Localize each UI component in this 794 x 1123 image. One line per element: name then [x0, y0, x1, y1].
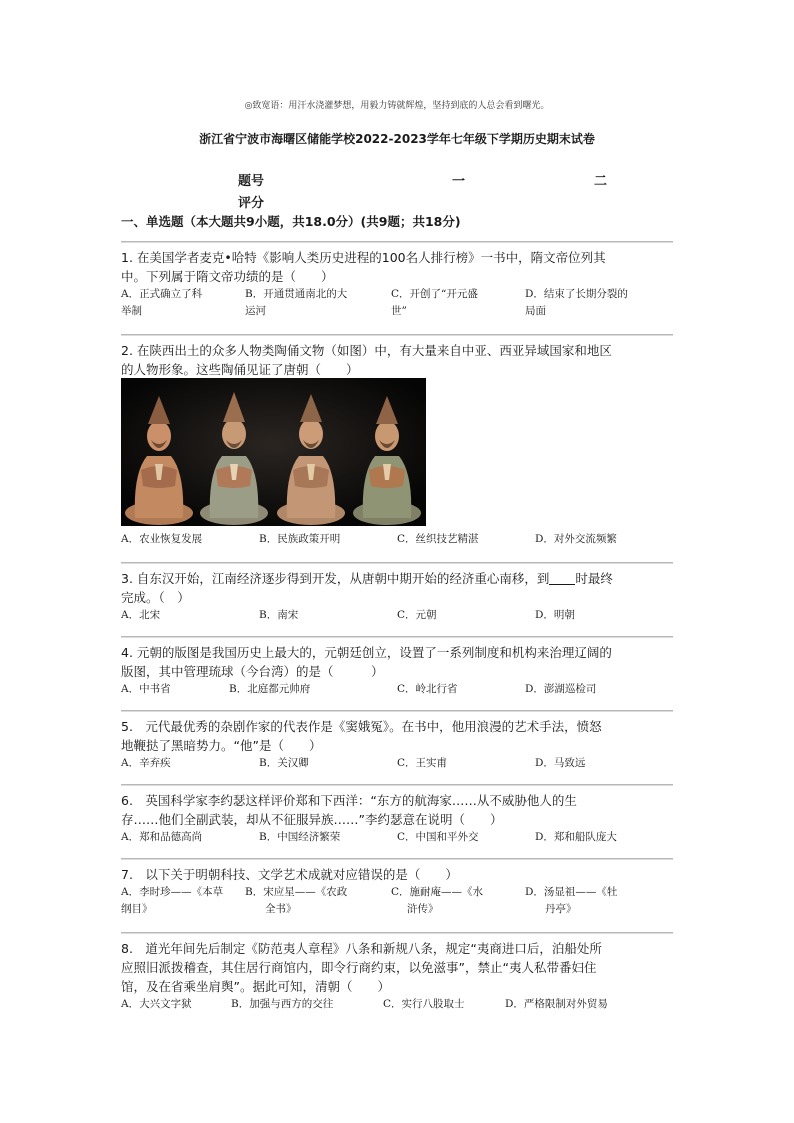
- options: [121, 681, 673, 698]
- row-label-number: 题号: [238, 174, 265, 189]
- option-d[interactable]: D．严格限制对外贸易: [505, 998, 608, 1010]
- option-b[interactable]: B．南宋: [259, 609, 299, 621]
- question-stem: 4. 元朝的版图是我国历史上最大的，元朝廷创立，设置了一系列制度和机构来治理辽阔的 版图，其中管理琉球（今台湾）的是（ ）: [121, 645, 612, 679]
- section-title: 一、单选题（本大题共9小题，共18.0分）(共9题；共18分): [121, 214, 461, 229]
- option-b[interactable]: B．加强与西方的交往: [231, 998, 334, 1010]
- tang-pottery-figurines-image: [121, 378, 426, 526]
- option-d[interactable]: D．对外交流频繁: [535, 533, 617, 545]
- option-a[interactable]: A．李时珍——《本草 纲目》: [121, 886, 224, 915]
- option-d[interactable]: D．澎湖巡检司: [525, 683, 597, 695]
- score-table: [238, 170, 638, 214]
- question-stem: 6. 英国科学家李约瑟这样评价郑和下西洋：“东方的航海家……从不威胁他人的生 存……他们全副武装，却从不征服异族……”李约瑟意在说明（ ）: [121, 793, 577, 827]
- question-stem: 1. 在美国学者麦克•哈特《影响人类历史进程的100名人排行榜》一书中，隋文帝位列其 中。下列属于隋文帝功绩的是（ ）: [121, 250, 606, 284]
- question-1: [121, 248, 673, 320]
- option-b[interactable]: B．宋应星——《农政 全书》: [245, 886, 348, 915]
- option-a[interactable]: A．正式确立了科 举制: [121, 288, 203, 317]
- divider: [121, 858, 673, 860]
- score-table-row-score: [238, 192, 638, 214]
- option-c[interactable]: C．开创了“开元盛 世”: [391, 288, 478, 317]
- options: [121, 829, 673, 846]
- option-c[interactable]: C．丝织技艺精湛: [397, 533, 479, 545]
- option-b[interactable]: B．民族政策开明: [259, 533, 341, 545]
- option-b[interactable]: B．开通贯通南北的大 运河: [245, 288, 348, 317]
- option-c[interactable]: C．元朝: [397, 609, 437, 621]
- option-a[interactable]: A．辛弃疾: [121, 757, 171, 769]
- divider: [121, 241, 673, 243]
- question-5: [121, 717, 673, 772]
- divider: [121, 710, 673, 712]
- option-d[interactable]: D．结束了长期分裂的 局面: [525, 288, 628, 317]
- fill-in-blank[interactable]: [549, 570, 575, 585]
- divider: [121, 562, 673, 564]
- question-stem: 2. 在陕西出土的众多人物类陶俑文物（如图）中，有大量来自中亚、西亚异域国家和地区 的人物形象。这些陶俑见证了唐朝（ ）: [121, 343, 612, 377]
- option-a[interactable]: A．北宋: [121, 609, 161, 621]
- option-b[interactable]: B．关汉卿: [259, 757, 309, 769]
- divider: [121, 636, 673, 638]
- divider: [121, 334, 673, 336]
- option-c[interactable]: C．王实甫: [397, 757, 448, 769]
- divider: [121, 784, 673, 786]
- motto-line: ◎致宽语：用汗水浇灌梦想，用毅力铸就辉煌，坚持到底的人总会看到曙光。: [244, 101, 550, 111]
- option-a[interactable]: A．大兴文字狱: [121, 998, 192, 1010]
- page-title: 浙江省宁波市海曙区储能学校2022-2023学年七年级下学期历史期末试卷: [199, 132, 595, 146]
- question-8: [121, 939, 673, 1013]
- question-4: [121, 643, 673, 698]
- question-stem: 5. 元代最优秀的杂剧作家的代表作是《窦娥冤》。在书中，他用浪漫的艺术手法，愤怒 地鞭挞了黑暗势力。“他”是（ ）: [121, 719, 602, 753]
- row-label-score: 评分: [238, 196, 265, 211]
- option-a[interactable]: A．郑和品德高尚: [121, 831, 203, 843]
- question-3: [121, 569, 673, 624]
- options: [121, 755, 673, 772]
- column-one: 一: [452, 174, 466, 189]
- option-b[interactable]: B．中国经济繁荣: [259, 831, 341, 843]
- question-stem: 8. 道光年间先后制定《防范夷人章程》八条和新规八条，规定“夷商进口后，泊船处所 应照旧派拨稽查，其住居行商馆内，即令行商约束，以免滋事”，禁止“夷人私带番妇住 馆，及在省乘坐肩舆”。据此可知，清朝（ ）: [121, 941, 602, 994]
- options: [121, 286, 673, 320]
- option-d[interactable]: D．汤显祖——《牡 丹亭》: [525, 886, 618, 915]
- option-c[interactable]: C．实行八股取士: [383, 998, 465, 1010]
- option-d[interactable]: D．马致远: [535, 757, 586, 769]
- option-d[interactable]: D．明朝: [535, 609, 575, 621]
- option-c[interactable]: C．施耐庵——《水 浒传》: [391, 886, 484, 915]
- options: [121, 531, 673, 548]
- options: [121, 996, 673, 1013]
- option-c[interactable]: C．中国和平外交: [397, 831, 479, 843]
- option-b[interactable]: B．北庭都元帅府: [229, 683, 311, 695]
- option-a[interactable]: A．农业恢复发展: [121, 533, 203, 545]
- options: [121, 884, 673, 918]
- option-d[interactable]: D．郑和船队庞大: [535, 831, 617, 843]
- column-two: 二: [594, 174, 608, 189]
- question-stem: 7. 以下关于明朝科技、文学艺术成就对应错误的是（ ）: [121, 867, 458, 882]
- divider: [121, 932, 673, 934]
- option-a[interactable]: A．中书省: [121, 683, 171, 695]
- options: [121, 607, 673, 624]
- question-6: [121, 791, 673, 846]
- question-2-options: [121, 531, 673, 548]
- question-stem: 3. 自东汉开始，江南经济逐步得到开发，从唐朝中期开始的经济重心南移，到 时最终 完成。（ ）: [121, 571, 613, 605]
- score-table-row-number: [238, 170, 638, 192]
- option-c[interactable]: C．岭北行省: [397, 683, 458, 695]
- question-7: [121, 865, 673, 918]
- question-2: [121, 341, 673, 379]
